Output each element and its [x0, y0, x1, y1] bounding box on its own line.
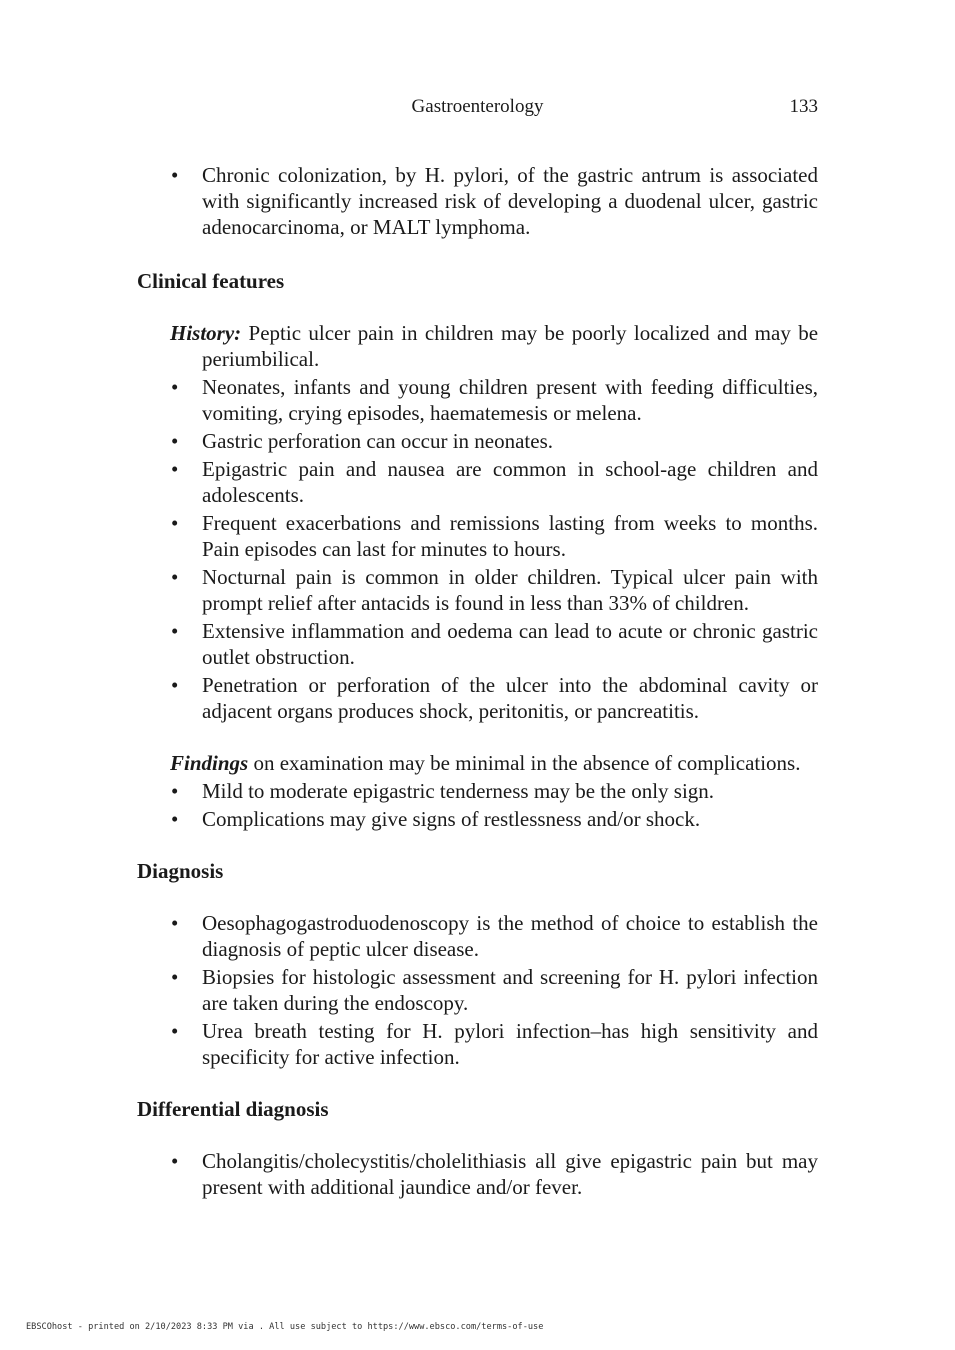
findings-bullet-list — [137, 778, 818, 832]
bullet-icon: • — [171, 911, 179, 935]
bullet-icon: • — [171, 807, 179, 831]
bullet-icon: • — [171, 673, 179, 697]
running-header — [0, 96, 955, 122]
list-item: • Urea breath testing for H. pylori infection–has high sensitivity and specificity for active infection. — [171, 1019, 818, 1069]
bullet-icon: • — [171, 375, 179, 399]
bullet-icon: • — [171, 1149, 179, 1173]
bullet-icon: • — [171, 511, 179, 535]
bullet-icon: • — [171, 565, 179, 589]
running-header-title: Gastroenterology — [411, 96, 544, 117]
bullet-icon: • — [171, 429, 179, 453]
history-paragraph — [170, 320, 818, 372]
list-item: • Neonates, infants and young children present with feeding difficulties, vomiting, crying episodes, haematemesis or melena. — [171, 375, 818, 425]
bullet-icon: • — [171, 779, 179, 803]
history-bullet-list — [137, 374, 818, 724]
print-footer: EBSCOhost - printed on 2/10/2023 8:33 PM via . All use subject to https://www.ebsco.com/terms-of-use — [26, 1322, 544, 1332]
diagnosis-bullet-list — [137, 910, 818, 1070]
findings-paragraph — [170, 750, 818, 776]
list-item: • Complications may give signs of restlessness and/or shock. — [171, 807, 701, 831]
section-heading-clinical-features: Clinical features — [137, 269, 285, 293]
list-item: • Nocturnal pain is common in older children. Typical ulcer pain with prompt relief after antacids is found in less than 33% of children. — [171, 565, 818, 615]
list-item: • Penetration or perforation of the ulcer into the abdominal cavity or adjacent organs produces shock, peritonitis, or pancreatitis. — [171, 673, 818, 723]
section-heading-diagnosis: Diagnosis — [137, 859, 224, 883]
list-item: • Frequent exacerbations and remissions lasting from weeks to months. Pain episodes can last for minutes to hours. — [171, 511, 818, 561]
section-heading-differential-diagnosis: Differential diagnosis — [137, 1097, 329, 1121]
bullet-icon: • — [171, 1019, 179, 1043]
findings-label: Findings — [170, 751, 249, 775]
history-label: History: — [170, 321, 242, 345]
list-item: • Mild to moderate epigastric tenderness may be the only sign. — [171, 779, 715, 803]
bullet-icon: • — [171, 619, 179, 643]
page-number: 133 — [789, 96, 818, 117]
differential-bullet-list — [137, 1148, 818, 1200]
list-item: • Oesophagogastroduodenoscopy is the method of choice to establish the diagnosis of peptic ulcer disease. — [171, 911, 818, 961]
bullet-icon: • — [171, 457, 179, 481]
list-item: • Epigastric pain and nausea are common in school-age children and adolescents. — [171, 457, 818, 507]
list-item: • Extensive inflammation and oedema can lead to acute or chronic gastric outlet obstruction. — [171, 619, 818, 669]
page-body — [137, 160, 818, 1200]
bullet-icon: • — [171, 965, 179, 989]
history-text: Peptic ulcer pain in children may be poorly localized and may be periumbilical. — [202, 321, 819, 371]
findings-text: on examination may be minimal in the absence of complications. — [253, 751, 801, 775]
intro-bullet-list — [137, 162, 818, 240]
bullet-icon: • — [171, 163, 179, 187]
list-item: • Gastric perforation can occur in neonates. — [171, 429, 554, 453]
list-item: • Cholangitis/cholecystitis/cholelithiasis all give epigastric pain but may present with additional jaundice and/or fever. — [171, 1149, 818, 1199]
list-item: • Biopsies for histologic assessment and screening for H. pylori infection are taken during the endoscopy. — [171, 965, 818, 1015]
list-item: • Chronic colonization, by H. pylori, of the gastric antrum is associated with significantly increased risk of developing a duodenal ulcer, gastric adenocarcinoma, or MALT lymphoma. — [171, 163, 818, 239]
